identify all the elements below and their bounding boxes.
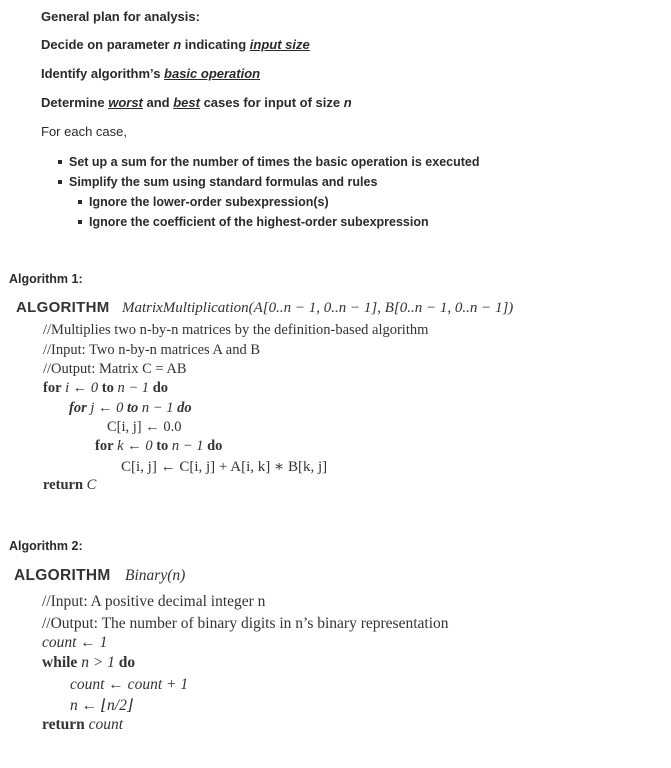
- plan-title: General plan for analysis:: [41, 9, 200, 24]
- sub-bullet-lower-order: Ignore the lower-order subexpression(s): [78, 192, 480, 212]
- algorithm2-increment: count ← count + 1: [70, 676, 189, 693]
- bullet-setup-sum: Set up a sum for the number of times the basic operation is executed: [58, 152, 480, 172]
- sub-bullet-coefficient: Ignore the coefficient of the highest-order subexpression: [78, 212, 480, 232]
- for-j-do: do: [177, 400, 192, 416]
- plan-step3-suffix: cases for input of size: [199, 95, 344, 110]
- algorithm2-halve: n ← ⌊n/2⌋: [70, 697, 133, 714]
- algorithm1-return-keyword: return: [43, 477, 84, 493]
- algorithm1-update: C[i, j] ← C[i, j] + A[i, k] ∗ B[k, j]: [121, 459, 328, 475]
- plan-step2-prefix: Identify algorithm’s: [41, 66, 165, 81]
- while-do: do: [118, 654, 136, 671]
- for-k-to: to: [156, 438, 169, 454]
- plan-step1-middle: indicating: [181, 37, 250, 52]
- algorithm1-label: Algorithm 1:: [9, 272, 83, 286]
- for-k-end: n − 1: [168, 438, 208, 454]
- plan-step3-and: and: [142, 95, 174, 110]
- algorithm1-for-k: [95, 438, 222, 455]
- algorithm1-comment-input: //Input: Two n-by-n matrices A and B: [43, 342, 260, 358]
- plan-bullet-list: [58, 152, 480, 232]
- for-i-init: i ← 0: [61, 380, 102, 396]
- for-i-to: to: [101, 380, 114, 396]
- plan-step1-var: n: [173, 37, 182, 52]
- algorithm2-comment-output: //Output: The number of binary digits in n’s binary representation: [42, 615, 449, 632]
- for-i-do: do: [152, 380, 169, 396]
- algorithm1-signature: MatrixMultiplication(A[0..n − 1, 0..n − 1], B[0..n − 1, 0..n − 1]): [121, 300, 514, 316]
- for-k-keyword: for: [95, 438, 114, 454]
- algorithm2-keyword: ALGORITHM: [14, 567, 111, 584]
- for-j-init: j ← 0: [86, 400, 128, 416]
- algorithm1-header: [16, 299, 513, 317]
- for-k-do: do: [207, 438, 223, 454]
- for-i-keyword: for: [43, 380, 62, 396]
- while-keyword: while: [42, 654, 78, 671]
- algorithm2-return-value: count: [84, 716, 124, 733]
- for-i-end: n − 1: [113, 380, 153, 396]
- bullet-simplify-text: Simplify the sum using standard formulas and rules: [69, 175, 378, 189]
- plan-step1-prefix: Decide on parameter: [41, 37, 174, 52]
- for-each-case: For each case,: [41, 124, 127, 139]
- algorithm1-for-i: [43, 380, 168, 397]
- algorithm2-init: count ← 1: [42, 634, 108, 651]
- best-case-link[interactable]: best: [173, 95, 200, 110]
- algorithm1-keyword: ALGORITHM: [16, 299, 110, 316]
- algorithm1-return-value: C: [83, 477, 97, 493]
- plan-step3-var: n: [343, 95, 352, 110]
- plan-step-basic-operation: [41, 66, 260, 81]
- plan-step-input-size: [41, 37, 310, 52]
- plan-step-cases: [41, 95, 352, 110]
- algorithm2-return: [42, 716, 123, 734]
- for-k-init: k ← 0: [113, 438, 157, 454]
- algorithm1-for-j: [69, 400, 192, 417]
- algorithm1-comment-output: //Output: Matrix C = AB: [43, 361, 187, 377]
- algorithm2-return-keyword: return: [42, 716, 85, 733]
- for-j-end: n − 1: [138, 400, 178, 416]
- algorithm1-init: C[i, j] ← 0.0: [107, 419, 182, 435]
- while-condition: n > 1: [77, 654, 119, 671]
- for-j-keyword: for: [69, 400, 87, 416]
- bullet-simplify-sum: [58, 172, 480, 192]
- algorithm2-comment-input: //Input: A positive decimal integer n: [42, 593, 266, 610]
- algorithm1-comment-desc: //Multiplies two n-by-n matrices by the definition-based algorithm: [43, 322, 429, 338]
- input-size-link[interactable]: input size: [249, 37, 310, 52]
- algorithm2-label: Algorithm 2:: [9, 539, 83, 553]
- algorithm2-signature: Binary(n): [125, 567, 186, 584]
- for-j-to: to: [127, 400, 139, 416]
- algorithm2-while: [42, 654, 135, 672]
- basic-operation-link[interactable]: basic operation: [164, 66, 261, 81]
- algorithm1-return: [43, 477, 96, 494]
- algorithm2-header: [14, 567, 185, 585]
- plan-step3-prefix: Determine: [41, 95, 109, 110]
- worst-case-link[interactable]: worst: [108, 95, 143, 110]
